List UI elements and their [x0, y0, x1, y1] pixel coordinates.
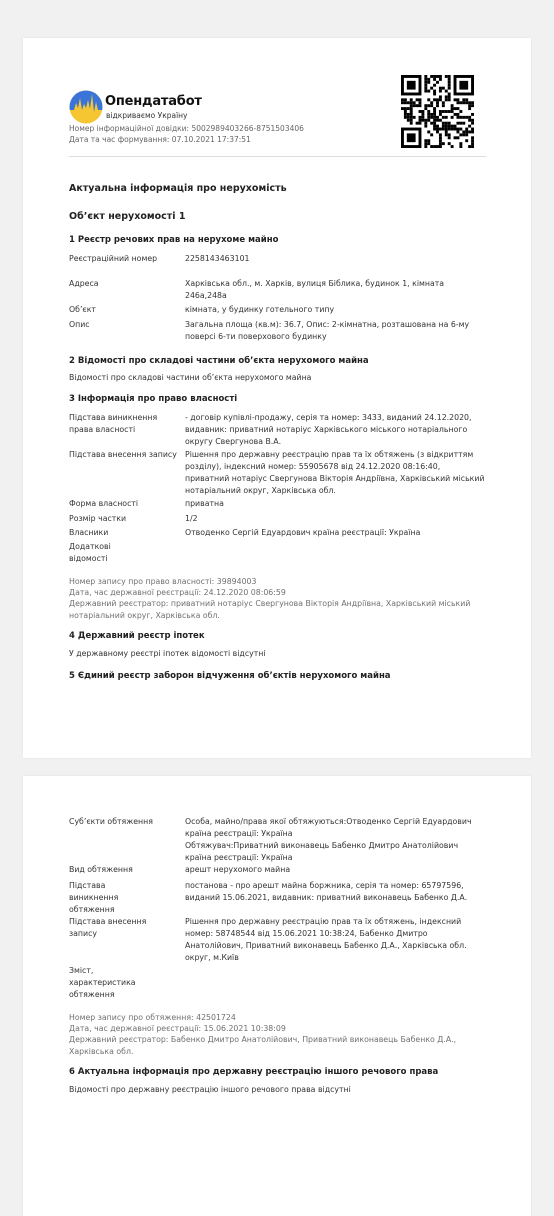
field-label: Реєстраційний номер — [69, 254, 158, 263]
field-value: приватна — [185, 499, 224, 508]
record-number: Номер запису про обтяження: 42501724 — [69, 1013, 236, 1022]
field-value: 2258143463101 — [185, 254, 250, 263]
field-label: Підстава виникнення права власності — [69, 413, 158, 434]
field-value: арешт нерухомого майна — [185, 865, 291, 874]
field-label: Підстава внесення запису — [69, 917, 147, 938]
field-value: 1/2 — [185, 514, 198, 523]
field-label: Форма власності — [69, 499, 139, 508]
field-label: Об’єкт — [69, 305, 96, 314]
registration-date: Дата, час державної реєстрації: 15.06.2021 10:38:09 — [69, 1024, 286, 1033]
opendatabot-logo-icon — [69, 90, 103, 124]
field-label: Власники — [69, 528, 109, 537]
field-value: постанова - про арешт майна боржника, серія та номер: 65797596, виданий 15.06.2021, видавник: приватний виконавець Бабенко Д.А. — [185, 881, 468, 902]
field-label: Суб’єкти обтяження — [69, 817, 153, 826]
field-value: Рішення про державну реєстрацію прав та їх обтяжень (з відкриттям розділу), індексний номер: 55905678 від 24.12.2020 08:16:40, приватний нотаріус Свергунова Вікторія Андріївна, Харківський міський нотаріальний округ, Харківська обл. — [185, 450, 485, 495]
object-title: Об’єкт нерухомості 1 — [69, 211, 186, 222]
field-label: Адреса — [69, 279, 99, 288]
field-value: Загальна площа (кв.м): 36.7, Опис: 2-кімнатна, розташована на 6-му поверсі 6-ти поверхового будинку — [185, 320, 470, 341]
section-4-title: 4 Державний реєстр іпотек — [69, 631, 205, 641]
field-value: Харківська обл., м. Харків, вулиця Біблика, будинок 1, кімната 246а,248а — [185, 279, 445, 300]
section-2-text: Відомості про складові частини об’єкта нерухомого майна — [69, 373, 312, 382]
section-3-title: 3 Інформація про право власності — [69, 394, 238, 404]
section-6-title: 6 Актуальна інформація про державну реєстрацію іншого речового права — [69, 1067, 439, 1077]
formed-date: Дата та час формування: 07.10.2021 17:37:51 — [69, 135, 251, 144]
field-value: - договір купівлі-продажу, серія та номер: 3433, виданий 24.12.2020, видавник: приватний нотаріус Харківського міського нотаріального округу Свергунова В.А. — [185, 413, 472, 446]
field-label: Вид обтяження — [69, 865, 133, 874]
field-value: Особа, майно/права якої обтяжуються:Отводенко Сергій Едуардович країна реєстрації: Україна Обтяжувач:Приватний виконавець Бабенко Дмитро Анатолійович країна реєстрації: Україна — [185, 817, 472, 862]
header-divider — [69, 156, 486, 157]
section-6-text: Відомості про державну реєстрацію іншого речового права відсутні — [69, 1085, 351, 1094]
page-title: Актуальна інформація про нерухомість — [69, 183, 287, 194]
section-1-title: 1 Реєстр речових прав на нерухоме майно — [69, 235, 279, 245]
section-4-text: У державному реєстрі іпотек відомості відсутні — [69, 649, 266, 658]
section-2-title: 2 Відомості про складові частини об’єкта нерухомого майна — [69, 356, 369, 366]
qr-code-icon — [401, 75, 474, 148]
field-label: Підстава виникнення обтяження — [69, 881, 119, 914]
document-page-2 — [23, 776, 531, 1216]
field-label: Розмір частки — [69, 514, 127, 523]
certificate-number: Номер інформаційної довідки: 5002989403266-8751503406 — [69, 124, 304, 133]
section-5-title: 5 Єдиний реєстр заборон відчуження об’єктів нерухомого майна — [69, 671, 391, 681]
registration-date: Дата, час державної реєстрації: 24.12.2020 08:06:59 — [69, 588, 286, 597]
field-value: Рішення про державну реєстрацію прав та їх обтяжень, індексний номер: 58748544 від 15.06.2021 10:38:24, Бабенко Дмитро Анатолійович, Приватний виконавець Бабенко Д.А., Харківська обл. округ, м.Київ — [185, 917, 467, 962]
field-label: Опис — [69, 320, 90, 329]
field-label: Додаткові відомості — [69, 542, 111, 563]
brand-tagline: відкриваємо Україну — [106, 111, 188, 120]
brand-name: Опендатабот — [105, 94, 202, 109]
document-page-1 — [23, 38, 531, 758]
registrar: Державний реєстратор: Бабенко Дмитро Анатолійович, Приватний виконавець Бабенко Д.А., Харківська обл. — [69, 1035, 457, 1056]
field-value: кімната, у будинку готельного типу — [185, 305, 335, 314]
field-label: Зміст, характеристика обтяження — [69, 966, 136, 999]
field-value: Отводенко Сергій Едуардович країна реєстрації: Україна — [185, 528, 421, 537]
field-label: Підстава внесення запису — [69, 450, 177, 459]
record-number: Номер запису про право власності: 39894003 — [69, 577, 257, 586]
registrar: Державний реєстратор: приватний нотаріус Свергунова Вікторія Андріївна, Харківський міський нотаріальний округ, Харківська обл. — [69, 599, 471, 620]
